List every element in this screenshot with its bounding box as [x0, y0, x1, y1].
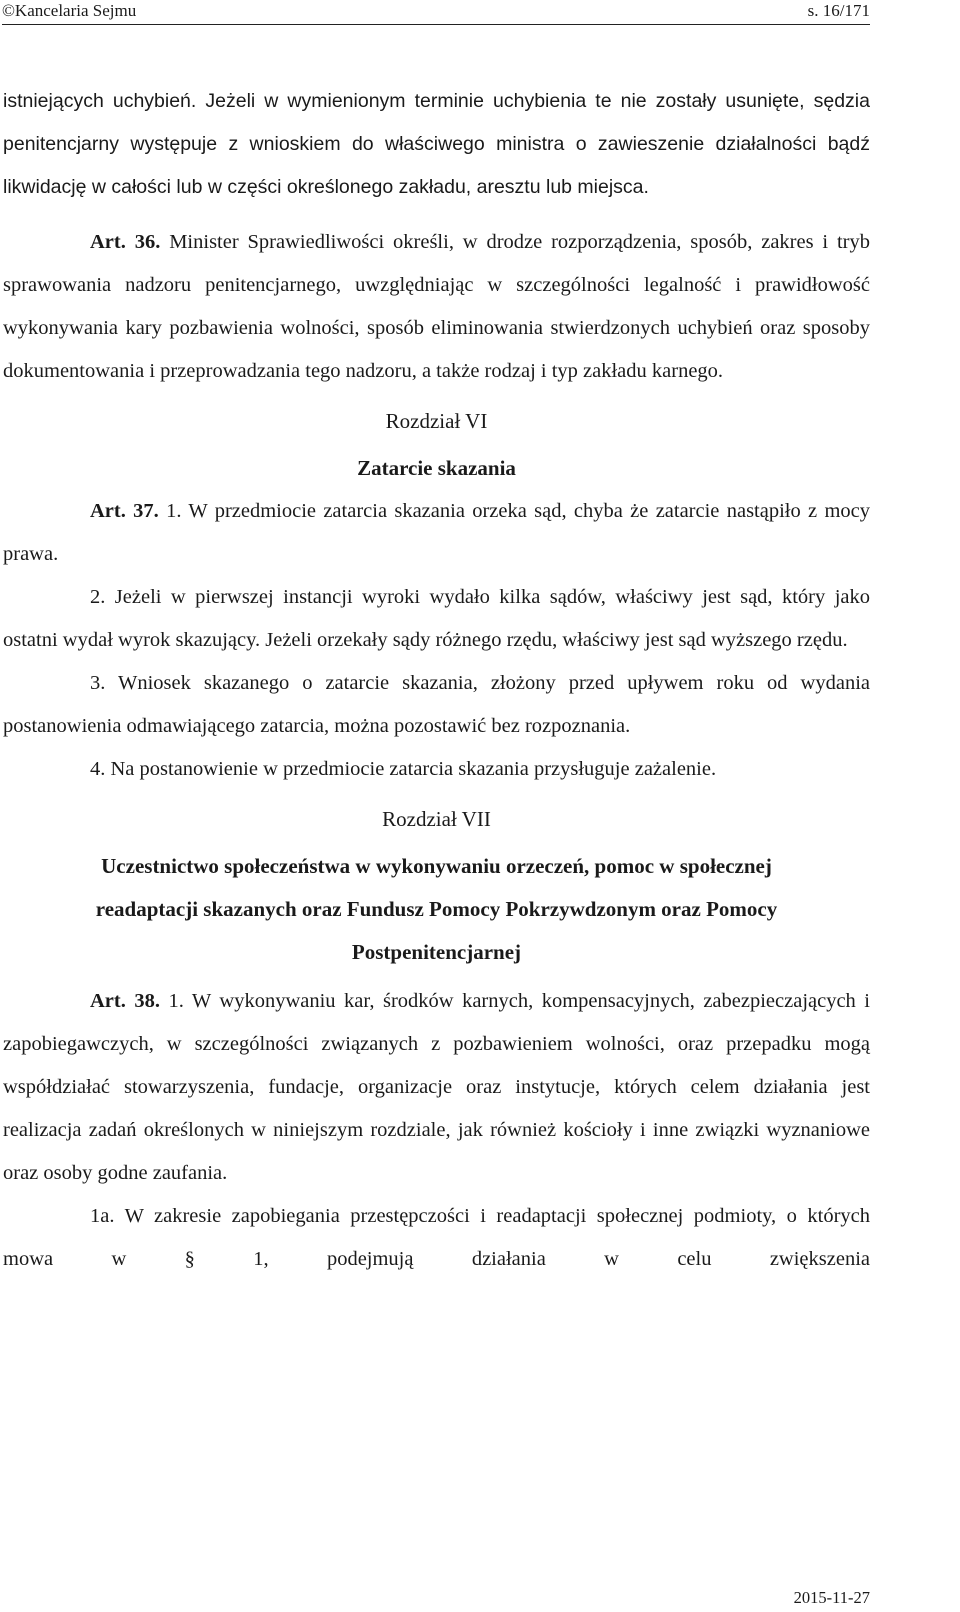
article-38-par-1-text: 1. W wykonywaniu kar, środków karnych, kompensacyjnych, zabezpieczających i zapobiegawczych, w szczególności związanych z pozbawieniem wolności, oraz przepadku mogą współdziałać stowarzyszenia, fundacje, organizacje oraz instytucje, których celem działania jest realizacja zadań określonych w niniejszym rozdziale, jak również kościoły i inne związki wyznaniowe oraz osoby godne zaufania. — [3, 990, 870, 1184]
document-body — [3, 80, 870, 1281]
chapter-7-title-line-3: Postpenitencjarnej — [351, 940, 522, 964]
article-36-text: Minister Sprawiedliwości określi, w drodze rozporządzenia, sposób, zakres i tryb sprawowania nadzoru penitencjarnego, uwzględniając w szczególności legalność i prawidłowość wykonywania kary pozbawienia wolności, sposób eliminowania stwierdzonych uchybień oraz sposoby dokumentowania i przeprowadzania tego nadzoru, a także rodzaj i typ zakładu karnego. — [3, 231, 870, 382]
article-37-par-2: 2. Jeżeli w pierwszej instancji wyroki wydało kilka sądów, właściwy jest sąd, który jako ostatni wydał wyrok skazujący. Jeżeli orzekały sądy różnego rzędu, właściwy jest sąd wyższego rzędu. — [3, 586, 870, 651]
chapter-7-number: Rozdział VII — [382, 807, 491, 831]
article-37-par-3: 3. Wniosek skazanego o zatarcie skazania, złożony przed upływem roku od wydania postanowienia odmawiającego zatarcia, można pozostawić bez rozpoznania. — [3, 672, 870, 737]
footer-date: 2015-11-27 — [793, 1588, 870, 1607]
article-38-par-1a: 1a. W zakresie zapobiegania przestępczości i readaptacji społecznej podmioty, o których mowa w § 1, podejmują działania w celu zwiększenia — [3, 1205, 870, 1270]
article-38-par-1 — [3, 980, 870, 1195]
article-36-label: Art. 36. — [90, 231, 161, 253]
chapter-6-title: Zatarcie skazania — [357, 456, 516, 480]
chapter-7-title — [3, 845, 870, 974]
article-36 — [3, 221, 870, 393]
article-37-par-4: 4. Na postanowienie w przedmiocie zatarcia skazania przysługuje zażalenie. — [90, 758, 717, 780]
paragraph-continuation: istniejących uchybień. Jeżeli w wymienionym terminie uchybienia te nie zostały usunięte, sędzia penitencjarny występuje z wnioskiem do właściwego ministra o zawieszenie działalności bądź likwidację w całości lub w części określonego zakładu, aresztu lub miejsca. — [3, 90, 870, 198]
article-37-par-1 — [3, 490, 870, 576]
article-37-par-1-text: 1. W przedmiocie zatarcia skazania orzeka sąd, chyba że zatarcie nastąpiło z mocy prawa. — [3, 500, 870, 565]
page-header — [0, 0, 960, 28]
article-37-label: Art. 37. — [90, 500, 159, 522]
header-divider — [2, 24, 870, 25]
article-38-label: Art. 38. — [90, 990, 160, 1012]
header-page-number: s. 16/171 — [807, 1, 870, 20]
header-source: ©Kancelaria Sejmu — [2, 1, 137, 20]
chapter-6-number: Rozdział VI — [385, 409, 488, 433]
chapter-7-title-line-2: readaptacji skazanych oraz Fundusz Pomocy Pokrzywdzonym oraz Pomocy — [95, 897, 778, 921]
chapter-7-title-line-1: Uczestnictwo społeczeństwa w wykonywaniu orzeczeń, pomoc w społecznej — [101, 854, 772, 878]
